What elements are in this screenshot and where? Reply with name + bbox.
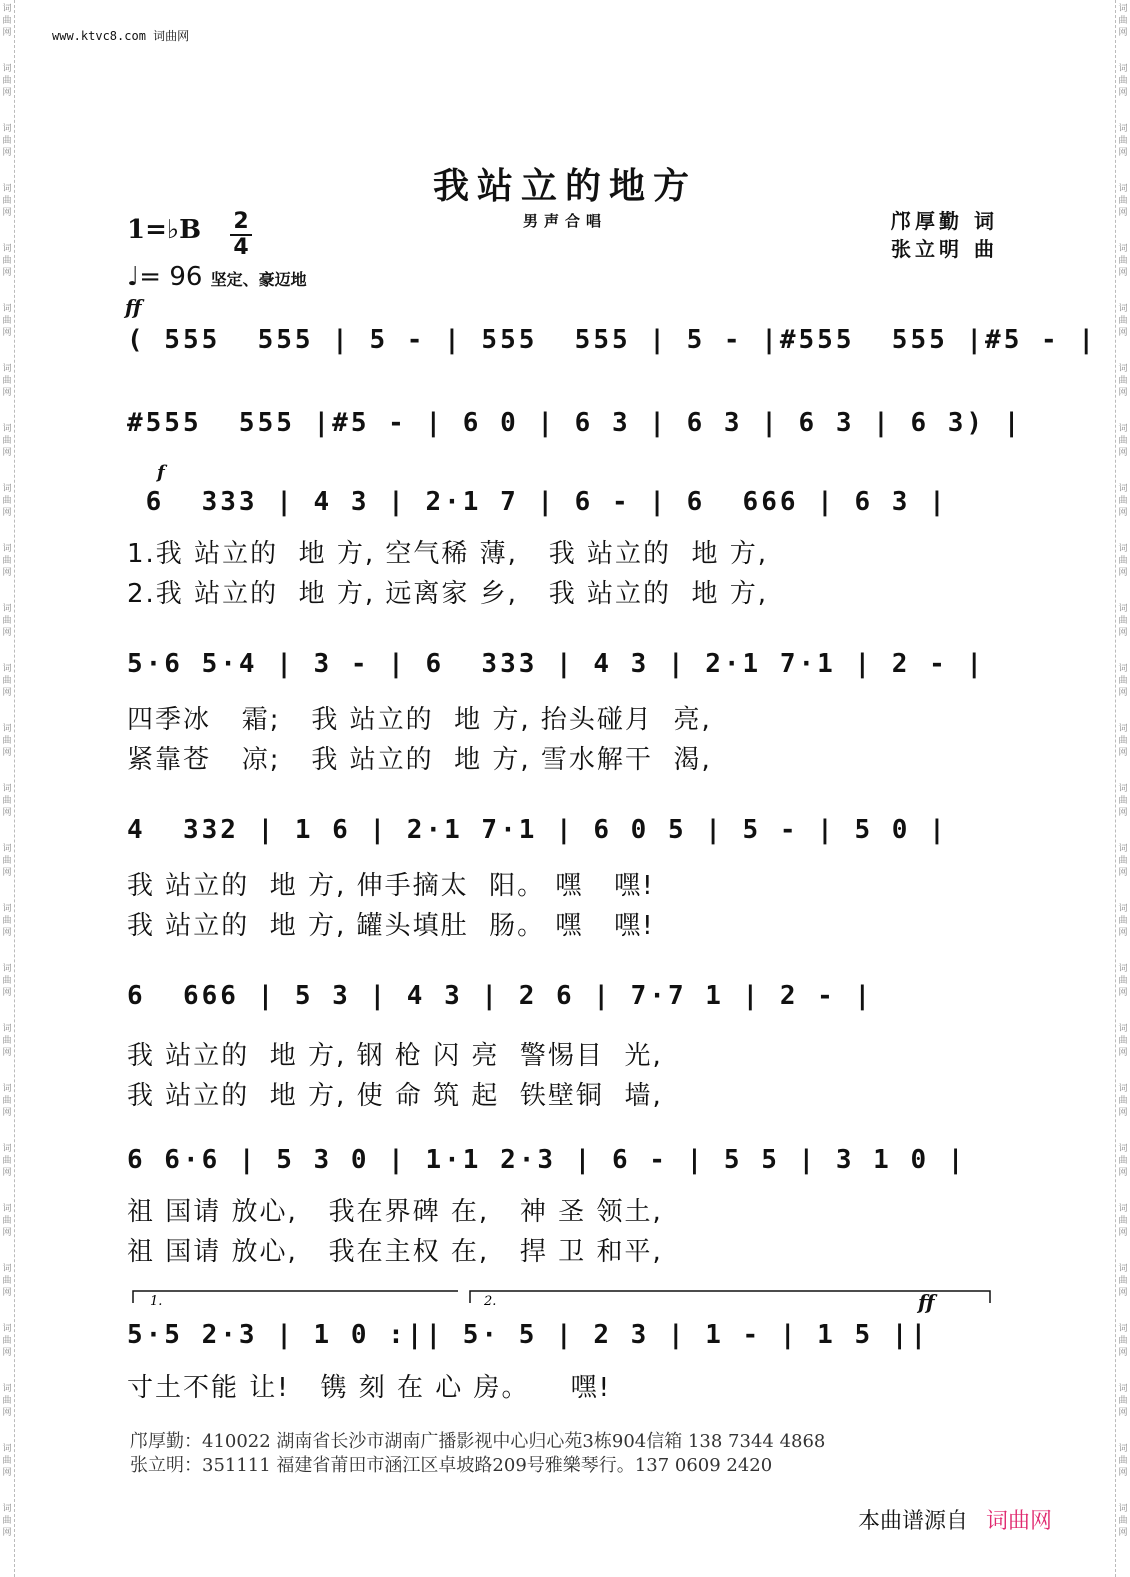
song-subtitle: 男声合唱 [522, 212, 607, 230]
dynamic-intro: ff [125, 295, 142, 319]
watermark-char: 词 [2, 184, 12, 194]
watermark-char: 网 [2, 448, 12, 458]
contact-composer: 张立明：351111 福建省莆田市涵江区卓坡路209号雅樂琴行。137 0609 2420 [130, 1455, 773, 1476]
score-row-6-lyrics-1: 我 站立的 地 方, 钢 枪 闪 亮 警惕目 光, [127, 1041, 663, 1071]
watermark-char: 网 [2, 148, 12, 158]
watermark-char: 曲 [2, 316, 12, 326]
score-row-7-lyrics-1: 祖 国请 放心, 我在界碑 在, 神 圣 领土, [127, 1197, 663, 1227]
watermark-char: 词 [1118, 184, 1128, 194]
site-url[interactable]: www.ktvc8.com 词曲网 [52, 29, 190, 43]
dynamic-verse: f [157, 462, 165, 483]
score-row-6-lyrics-2: 我 站立的 地 方, 使 命 筑 起 铁壁铜 墙, [127, 1081, 663, 1111]
watermark-char: 词 [1118, 244, 1128, 254]
score-row-4-lyrics-1: 四季冰 霜; 我 站立的 地 方, 抬头碰月 亮, [127, 705, 712, 735]
watermark-char: 词 [1118, 604, 1128, 614]
watermark-char: 曲 [2, 1336, 12, 1346]
tempo-value: ♩= 96 [127, 262, 203, 292]
watermark-char: 网 [2, 808, 12, 818]
watermark-char: 曲 [2, 976, 12, 986]
time-signature-bottom: 4 [230, 234, 252, 260]
watermark-char: 曲 [1118, 1216, 1128, 1226]
watermark-char: 词 [1118, 904, 1128, 914]
watermark-char: 网 [2, 1108, 12, 1118]
watermark-char: 曲 [1118, 1516, 1128, 1526]
watermark-char: 词 [2, 484, 12, 494]
watermark-char: 网 [2, 928, 12, 938]
watermark-char: 网 [2, 988, 12, 998]
key-signature: 1=♭B [127, 215, 202, 245]
watermark-char: 曲 [1118, 316, 1128, 326]
score-row-5-notes: 4 332 | 1 6 | 2·1 7·1 | 6 0 5 | 5 - | 5 0 | [127, 815, 948, 845]
dynamic-end: ff [918, 1290, 935, 1314]
watermark-char: 曲 [1118, 76, 1128, 86]
score-row-4-lyrics-2: 紧靠苍 凉; 我 站立的 地 方, 雪水解干 渴, [127, 745, 712, 775]
watermark-char: 网 [1118, 28, 1128, 38]
score-row-1-notes: ( 555 555 | 5 - | 555 555 | 5 - |#555 555 |#5 - | [127, 325, 1097, 355]
watermark-char: 网 [1118, 1168, 1128, 1178]
watermark-char: 曲 [2, 1156, 12, 1166]
watermark-char: 曲 [2, 76, 12, 86]
watermark-char: 曲 [1118, 196, 1128, 206]
watermark-char: 曲 [2, 1216, 12, 1226]
watermark-char: 网 [1118, 508, 1128, 518]
watermark-char: 词 [2, 64, 12, 74]
watermark-char: 曲 [1118, 976, 1128, 986]
watermark-char: 网 [2, 1528, 12, 1538]
watermark-char: 网 [1118, 1288, 1128, 1298]
watermark-char: 曲 [2, 856, 12, 866]
watermark-char: 词 [1118, 1204, 1128, 1214]
watermark-char: 曲 [1118, 556, 1128, 566]
watermark-char: 词 [1118, 364, 1128, 374]
score-row-6-notes: 6 666 | 5 3 | 4 3 | 2 6 | 7·7 1 | 2 - | [127, 981, 874, 1011]
watermark-char: 网 [2, 1348, 12, 1358]
watermark-char: 网 [2, 88, 12, 98]
watermark-char: 网 [2, 1048, 12, 1058]
watermark-char: 曲 [2, 436, 12, 446]
watermark-char: 曲 [1118, 676, 1128, 686]
watermark-char: 网 [1118, 1468, 1128, 1478]
score-row-3-notes: 6 333 | 4 3 | 2·1 7 | 6 - | 6 666 | 6 3 | [127, 487, 948, 517]
watermark-char: 曲 [2, 616, 12, 626]
score-row-7-lyrics-2: 祖 国请 放心, 我在主权 在, 捍 卫 和平, [127, 1237, 663, 1267]
watermark-char: 词 [1118, 664, 1128, 674]
watermark-char: 曲 [2, 736, 12, 746]
watermark-char: 词 [2, 1084, 12, 1094]
watermark-char: 曲 [2, 376, 12, 386]
watermark-char: 曲 [2, 676, 12, 686]
score-row-3-lyrics-2: 2.我 站立的 地 方, 远离家 乡, 我 站立的 地 方, [127, 579, 769, 609]
watermark-char: 网 [1118, 1108, 1128, 1118]
watermark-char: 曲 [1118, 796, 1128, 806]
watermark-char: 词 [2, 964, 12, 974]
watermark-char: 词 [1118, 1024, 1128, 1034]
watermark-char: 词 [2, 1504, 12, 1514]
watermark-char: 词 [1118, 1264, 1128, 1274]
watermark-char: 词 [2, 304, 12, 314]
watermark-char: 网 [1118, 88, 1128, 98]
watermark-char: 曲 [1118, 856, 1128, 866]
watermark-char: 曲 [1118, 1336, 1128, 1346]
score-row-7-notes: 6 6·6 | 5 3 0 | 1·1 2·3 | 6 - | 5 5 | 3 1 0 | [127, 1145, 967, 1175]
watermark-char: 曲 [1118, 1276, 1128, 1286]
watermark-char: 词 [1118, 124, 1128, 134]
volta-1-label: 1. [150, 1294, 163, 1309]
watermark-char: 网 [1118, 928, 1128, 938]
watermark-char: 网 [1118, 208, 1128, 218]
watermark-char: 曲 [2, 136, 12, 146]
watermark-char: 网 [2, 628, 12, 638]
watermark-char: 词 [2, 664, 12, 674]
watermark-char: 曲 [2, 1456, 12, 1466]
watermark-char: 网 [1118, 388, 1128, 398]
watermark-char: 曲 [2, 916, 12, 926]
watermark-char: 曲 [2, 1276, 12, 1286]
watermark-char: 词 [1118, 304, 1128, 314]
watermark-char: 词 [2, 1384, 12, 1394]
score-row-8-notes: 5·5 2·3 | 1 0 :|| 5· 5 | 2 3 | 1 - | 1 5 || [127, 1320, 930, 1350]
watermark-char: 曲 [2, 796, 12, 806]
lyricist-credit: 邝厚勤 词 [891, 209, 998, 233]
watermark-char: 曲 [2, 496, 12, 506]
watermark-char: 词 [1118, 784, 1128, 794]
watermark-char: 网 [2, 1228, 12, 1238]
watermark-char: 曲 [2, 1396, 12, 1406]
watermark-char: 词 [1118, 544, 1128, 554]
watermark-char: 网 [1118, 988, 1128, 998]
volta-1-bracket [133, 1291, 458, 1303]
watermark-char: 词 [1118, 424, 1128, 434]
watermark-char: 词 [2, 544, 12, 554]
score-row-5-lyrics-1: 我 站立的 地 方, 伸手摘太 阳。 嘿 嘿! [127, 871, 655, 901]
watermark-char: 词 [1118, 724, 1128, 734]
watermark-char: 词 [2, 1204, 12, 1214]
watermark-char: 网 [2, 1168, 12, 1178]
time-signature-top: 2 [233, 209, 249, 234]
watermark-char: 网 [1118, 748, 1128, 758]
watermark-char: 词 [2, 364, 12, 374]
watermark-char: 曲 [2, 196, 12, 206]
watermark-char: 曲 [1118, 256, 1128, 266]
watermark-char: 词 [2, 4, 12, 14]
watermark-char: 曲 [1118, 616, 1128, 626]
watermark-char: 网 [1118, 1048, 1128, 1058]
score-row-4-notes: 5·6 5·4 | 3 - | 6 333 | 4 3 | 2·1 7·1 | 2 - | [127, 649, 986, 679]
watermark-char: 曲 [1118, 16, 1128, 26]
watermark-char: 曲 [1118, 136, 1128, 146]
watermark-char: 曲 [1118, 1396, 1128, 1406]
watermark-char: 词 [2, 1444, 12, 1454]
score-row-2-notes: #555 555 |#5 - | 6 0 | 6 3 | 6 3 | 6 3 | 6 3) | [127, 408, 1023, 438]
source-brand-link[interactable]: 词曲网 [986, 1509, 1053, 1534]
watermark-char: 词 [1118, 1324, 1128, 1334]
composer-credit: 张立明 曲 [891, 237, 998, 261]
source-label: 本曲谱源自 [858, 1509, 969, 1534]
watermark-char: 词 [1118, 964, 1128, 974]
watermark-char: 网 [2, 1468, 12, 1478]
watermark-char: 词 [2, 604, 12, 614]
watermark-char: 网 [2, 388, 12, 398]
watermark-char: 词 [2, 124, 12, 134]
watermark-char: 曲 [1118, 736, 1128, 746]
watermark-char: 词 [2, 784, 12, 794]
watermark-char: 网 [2, 328, 12, 338]
source-footer [858, 1504, 1052, 1535]
watermark-char: 曲 [2, 556, 12, 566]
score-row-5-lyrics-2: 我 站立的 地 方, 罐头填肚 肠。 嘿 嘿! [127, 911, 655, 941]
volta-2-label: 2. [484, 1294, 497, 1309]
watermark-char: 网 [2, 748, 12, 758]
watermark-char: 网 [1118, 328, 1128, 338]
watermark-char: 词 [1118, 1444, 1128, 1454]
watermark-char: 网 [1118, 448, 1128, 458]
score-row-8-lyrics-1: 寸土不能 让! 镌 刻 在 心 房。 嘿! [127, 1373, 612, 1403]
watermark-char: 词 [2, 1324, 12, 1334]
watermark-char: 词 [1118, 1084, 1128, 1094]
watermark-char: 曲 [1118, 916, 1128, 926]
watermark-char: 曲 [2, 1096, 12, 1106]
volta-2-bracket [470, 1291, 990, 1303]
watermark-char: 词 [1118, 4, 1128, 14]
watermark-char: 词 [1118, 1384, 1128, 1394]
watermark-char: 网 [2, 268, 12, 278]
watermark-char: 网 [2, 568, 12, 578]
watermark-char: 网 [2, 1408, 12, 1418]
watermark-char: 词 [2, 724, 12, 734]
watermark-char: 网 [1118, 1528, 1128, 1538]
watermark-char: 词 [2, 1024, 12, 1034]
watermark-char: 网 [2, 208, 12, 218]
watermark-char: 曲 [2, 1516, 12, 1526]
watermark-char: 网 [2, 688, 12, 698]
watermark-char: 网 [1118, 688, 1128, 698]
watermark-char: 词 [1118, 844, 1128, 854]
watermark-char: 网 [2, 1288, 12, 1298]
watermark-char: 网 [1118, 1228, 1128, 1238]
watermark-char: 曲 [1118, 1096, 1128, 1106]
watermark-char: 曲 [1118, 1156, 1128, 1166]
contact-lyricist: 邝厚勤：410022 湖南省长沙市湖南广播影视中心归心苑3栋904信箱 138 7344 4868 [130, 1431, 826, 1452]
watermark-char: 词 [2, 904, 12, 914]
watermark-char: 词 [2, 1264, 12, 1274]
watermark-char: 网 [2, 508, 12, 518]
watermark-char: 词 [1118, 1144, 1128, 1154]
expression-marking: 坚定、豪迈地 [210, 270, 307, 289]
watermark-char: 网 [2, 868, 12, 878]
watermark-char: 网 [1118, 868, 1128, 878]
watermark-char: 词 [2, 844, 12, 854]
watermark-char: 网 [1118, 1348, 1128, 1358]
watermark-char: 网 [1118, 1408, 1128, 1418]
watermark-char: 网 [1118, 148, 1128, 158]
watermark-char: 曲 [2, 16, 12, 26]
watermark-char: 网 [1118, 268, 1128, 278]
watermark-char: 曲 [1118, 496, 1128, 506]
watermark-char: 曲 [1118, 1036, 1128, 1046]
score-row-3-lyrics-1: 1.我 站立的 地 方, 空气稀 薄, 我 站立的 地 方, [127, 539, 769, 569]
watermark-char: 曲 [1118, 1456, 1128, 1466]
watermark-char: 词 [1118, 484, 1128, 494]
watermark-char: 词 [1118, 1504, 1128, 1514]
watermark-char: 曲 [2, 1036, 12, 1046]
watermark-char: 词 [2, 424, 12, 434]
watermark-char: 网 [1118, 628, 1128, 638]
watermark-char: 词 [2, 1144, 12, 1154]
watermark-char: 曲 [1118, 436, 1128, 446]
watermark-char: 词 [2, 244, 12, 254]
watermark-char: 词 [1118, 64, 1128, 74]
watermark-char: 网 [2, 28, 12, 38]
watermark-char: 曲 [2, 256, 12, 266]
watermark-char: 曲 [1118, 376, 1128, 386]
song-title: 我站立的地方 [432, 165, 697, 207]
watermark-char: 网 [1118, 568, 1128, 578]
watermark-char: 网 [1118, 808, 1128, 818]
